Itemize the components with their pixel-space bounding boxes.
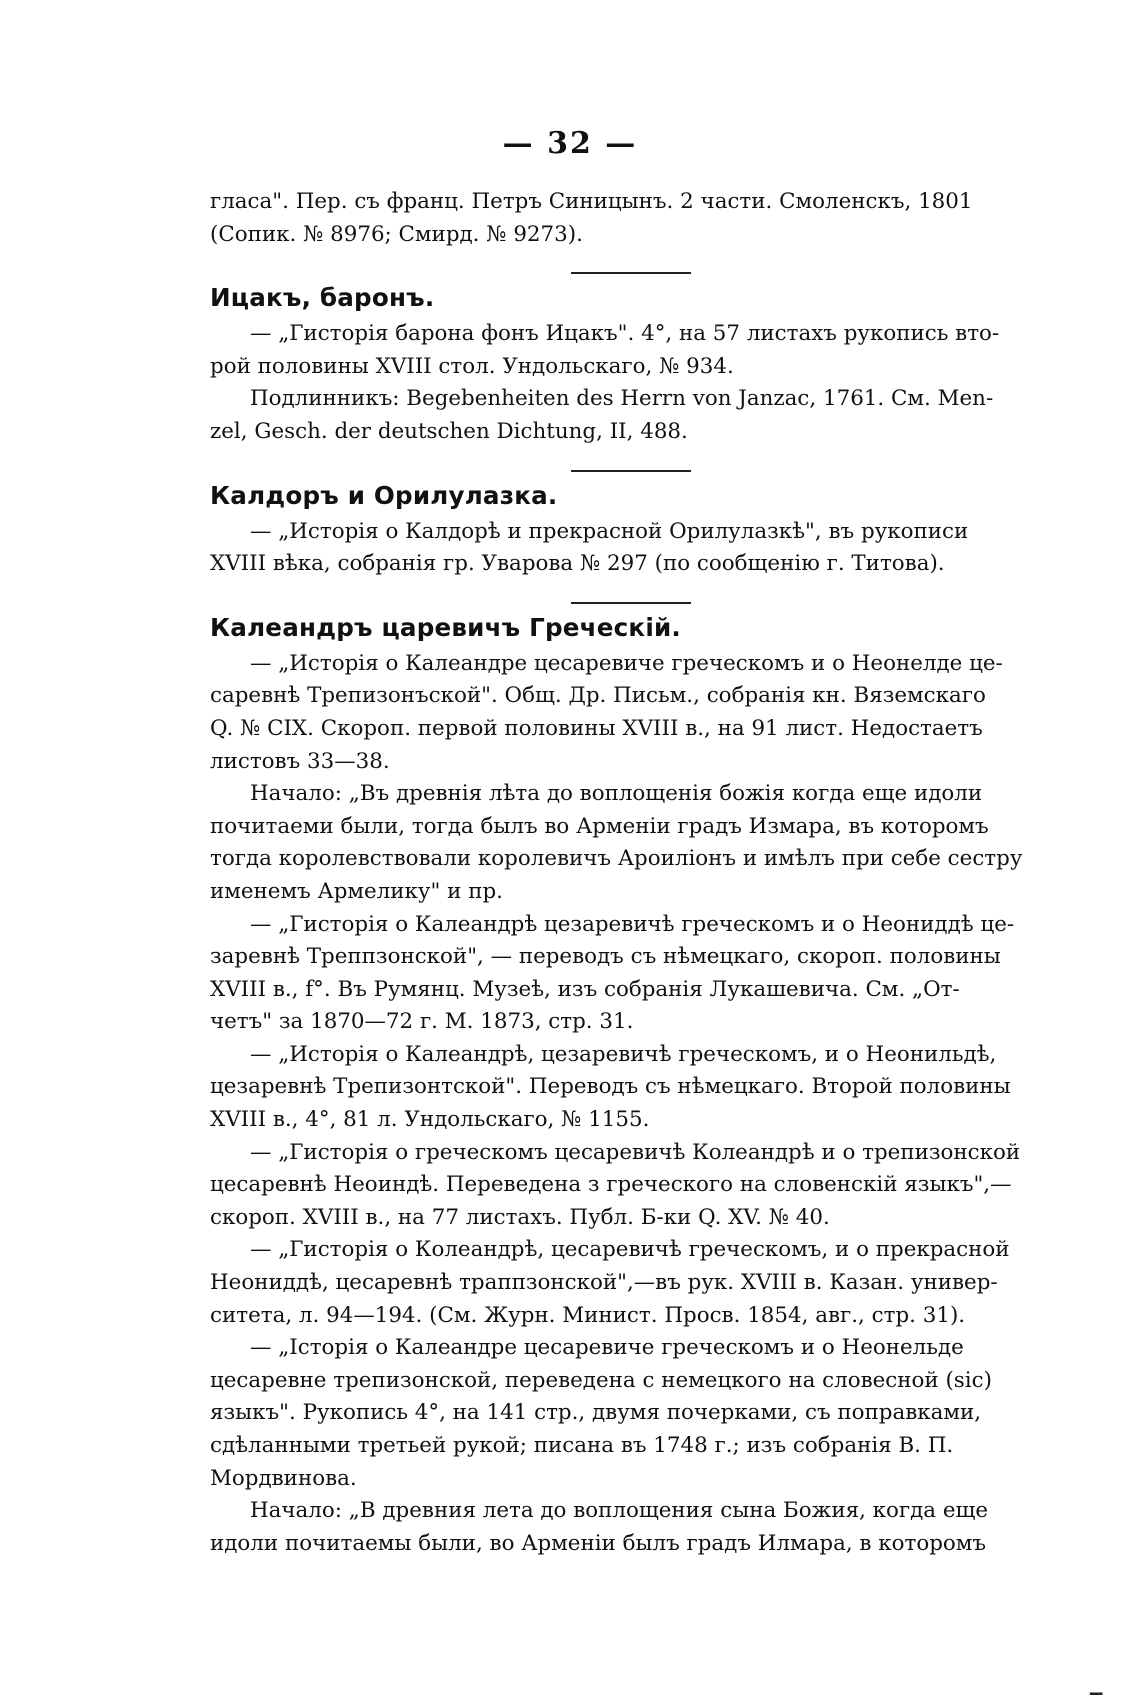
entry-line: сдѣланными третьей рукой; писана въ 1748 г.; изъ собранія В. П. [210,1433,954,1458]
entry-line: рой половины XVIII стол. Ундольскаго, № 934. [210,353,734,379]
entry-line: XVIII в., 4°, 81 л. Ундольскаго, № 1155. [210,1107,650,1133]
page-body [210,186,1032,1560]
entry-line: — „Гисторія о Калеандрѣ цезаревичѣ греческомъ и о Неониддѣ це- [250,911,1015,937]
entry-line: Q. № CIX. Скороп. первой половины XVIII в., на 91 лист. Недостаетъ [210,715,983,741]
entry-line: Начало: „В древния лета до воплощения сына Божия, когда еще [250,1498,989,1524]
entry-heading: Калеандръ царевичъ Греческій. [210,612,681,642]
entry-line: XVIII вѣка, собранія гр. Уварова № 297 (по сообщенію г. Титова). [210,551,945,577]
entry-heading: Ицакъ, баронъ. [210,283,435,313]
entry-line: zel, Gesch. der deutschen Dichtung, II, 488. [210,418,688,444]
entry-line: языкъ". Рукопись 4°, на 141 стр., двумя почерками, съ поправками, [210,1400,982,1426]
entry-line: тогда королевствовали королевичъ Ароиліонъ и имѣлъ при себе сестру [210,846,1023,872]
scan-mark: ▁ [1090,1676,1103,1695]
entry-line: ситета, л. 94—194. (См. Журн. Минист. Просв. 1854, авг., стр. 31). [210,1302,966,1328]
entry-line: идоли почитаемы были, во Арменіи былъ градъ Илмара, в которомъ [210,1530,987,1556]
entry-line: Мордвинова. [210,1465,357,1491]
entry-line: цесаревне трепизонской, переведена с немецкого на словесной (sic) [210,1367,992,1393]
entry-line: цесаревнѣ Неоиндѣ. Переведена з греческого на словенскій языкъ",— [210,1172,1012,1198]
entry-line: заревнѣ Треппзонской", — переводъ съ нѣмецкаго, скороп. половины [210,944,1001,970]
entry-line: листовъ 33—38. [210,748,390,774]
section-divider [571,602,691,604]
entry-line: Начало: „Въ древнія лѣта до воплощенія божія когда еще идоли [250,781,983,807]
page-number: — 32 — [502,126,638,161]
entry-line: XVIII в., f°. Въ Румянц. Музеѣ, изъ собранія Лукашевича. См. „От- [210,976,960,1002]
section-divider [571,272,691,274]
entry-line: — „Исторія о Калеандре цесаревиче греческомъ и о Неонелде це- [250,650,1003,676]
entry-line: — „Гисторія барона фонъ Ицакъ". 4°, на 57 листахъ рукопись вто- [250,321,1000,347]
entry-line: саревнѣ Трепизонъской". Общ. Др. Письм., собранія кн. Вяземскаго [210,683,986,709]
entry-line: — „Исторія о Калдорѣ и прекрасной Орилулазкѣ", въ рукописи [250,518,969,544]
continuation-line: (Сопик. № 8976; Смирд. № 9273). [210,221,583,247]
continuation-line: глаca". Пер. съ франц. Петръ Синицынъ. 2 части. Смоленскъ, 1801 [210,189,973,214]
entry-line: — „Исторія о Калеандрѣ, цезаревичѣ греческомъ, и о Неонильдѣ, [250,1041,997,1067]
entry-line: цезаревнѣ Трепизонтской". Переводъ съ нѣмецкаго. Второй половины [210,1074,1011,1100]
entry-line: Подлинникъ: Begebenheiten des Herrn von Janzac, 1761. См. Men- [250,386,994,412]
entry-line: Неониддѣ, цесаревнѣ траппзонской",—въ рук. XVIII в. Казан. универ- [210,1270,998,1296]
entry-line: именемъ Армелику" и пр. [210,878,503,904]
entry-line: — „Історія о Калеандре цесаревиче греческомъ и о Неонельде [250,1335,964,1361]
entry-line: четъ" за 1870—72 г. М. 1873, стр. 31. [210,1009,634,1035]
entry-line: — „Гисторія о греческомъ цесаревичѣ Колеандрѣ и о трепизонской [250,1139,1021,1165]
entry-line: — „Гисторія о Колеандрѣ, цесаревичѣ греческомъ, и о прекрасной [250,1237,1010,1263]
section-divider [571,470,691,472]
entry-heading: Калдоръ и Орилулазка. [210,480,558,510]
entry-line: скороп. XVIII в., на 77 листахъ. Публ. Б-ки Q. XV. № 40. [210,1204,830,1230]
entry-line: почитаеми были, тогда былъ во Арменіи градъ Измара, въ которомъ [210,813,989,839]
